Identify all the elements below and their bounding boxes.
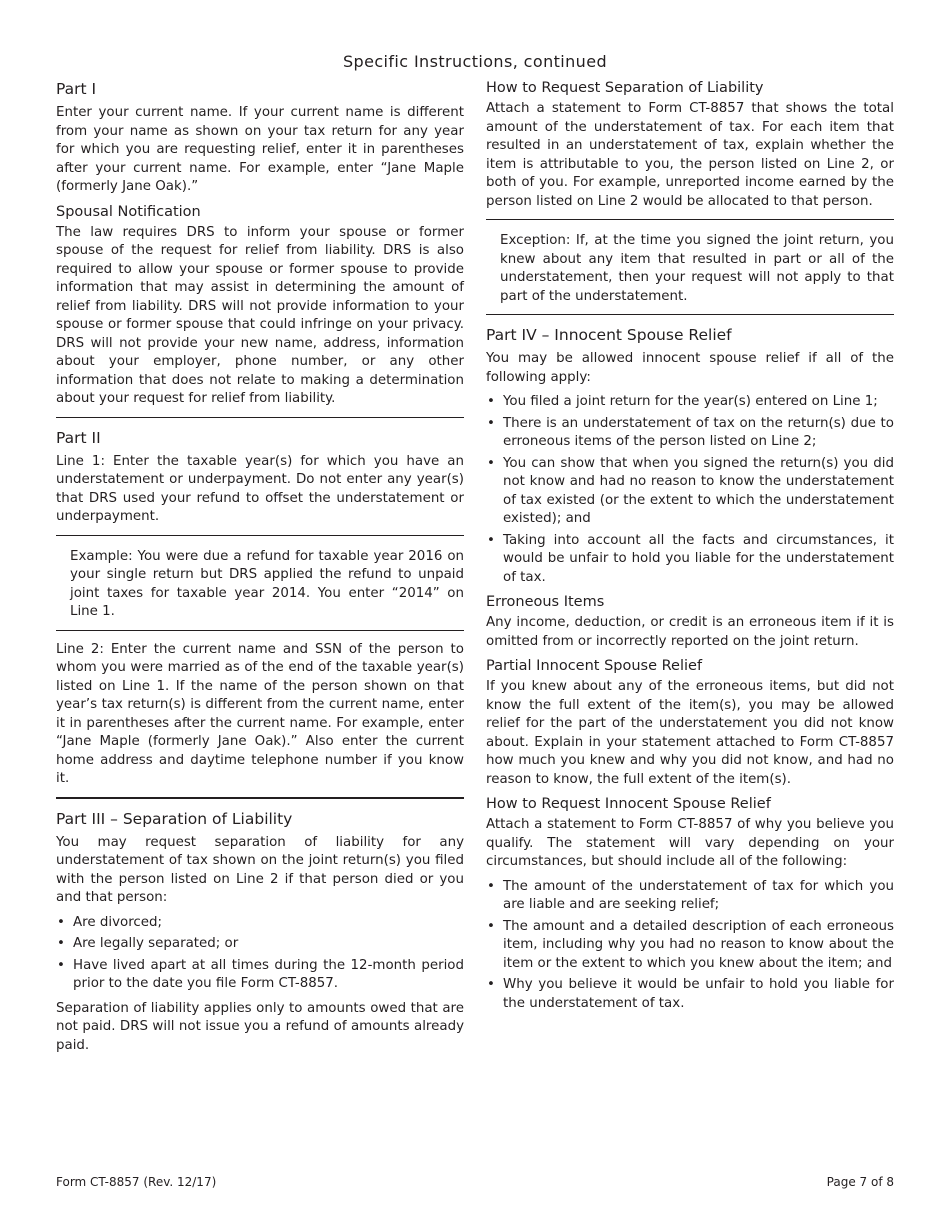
- part4-body: You may be allowed innocent spouse relief if all of the following apply:: [486, 351, 894, 385]
- bullet-icon: •: [487, 918, 495, 934]
- spousal-notification-heading: Spousal Notification: [56, 203, 201, 220]
- list-item: • You can show that when you signed the return(s) you did not know and had no reason to know the understatement of tax existed (or the extent to which the understatement existed); and: [487, 455, 894, 526]
- part1-heading: Part I: [56, 80, 97, 98]
- divider: [56, 417, 464, 418]
- request-separation-heading: How to Request Separation of Liability: [486, 80, 764, 96]
- example-text: Example: You were due a refund for taxable year 2016 on your single return but DRS applied the refund to unpaid joint taxes for taxable year 2014. You enter “2014” on Line 1.: [70, 548, 464, 619]
- exception-text: Exception: If, at the time you signed the joint return, you knew about any item that resulted in part or all of the understatement, then your request will not apply to that part of the understatement.: [500, 233, 894, 304]
- partial-relief-body: If you knew about any of the erroneous items, but did not know the full extent of the item(s), you may be allowed relief for the part of the understatement you did not know about. Explain in your statement attached to Form CT-8857 how much you knew and why you did not know, and had no reason to know, the full extent of the item(s).: [486, 679, 894, 787]
- divider: [56, 797, 464, 799]
- right-column: [486, 79, 894, 1019]
- divider: [486, 219, 894, 220]
- bullet-icon: •: [487, 977, 495, 992]
- exception-box: [486, 230, 894, 306]
- spousal-notification-body: The law requires DRS to inform your spouse or former spouse of the request for relief from liability. DRS is also required to allow your spouse or former spouse to provide information that may assist in determining the amount of relief from liability. DRS will not provide information to your spouse or former spouse that could infringe on your privacy. DRS will not provide your new name, address, information about your employer, phone number, or any other information that does not relate to making a determination about your request for relief from liability.: [56, 224, 464, 406]
- form-number: Form CT-8857 (Rev. 12/17): [56, 1175, 217, 1189]
- bullet-icon: •: [487, 415, 495, 431]
- part3-body: You may request separation of liability for any understatement of tax shown on the joint return(s) you filed with the person listed on Line 2 if that person died or you and that person:: [56, 834, 464, 905]
- erroneous-items-heading: Erroneous Items: [486, 594, 605, 610]
- request-separation-body: Attach a statement to Form CT-8857 that shows the total amount of the understatement of tax. For each item that resulted in an understatement of tax, explain whether the item is attributable to you, the person listed on Line 2, or both of you. For example, unreported income earned by the person listed on Line 2 would be allocated to that person.: [486, 101, 894, 209]
- bullet-icon: •: [57, 957, 65, 973]
- list-item: • You filed a joint return for the year(s) entered on Line 1;: [486, 393, 894, 412]
- bullet-icon: •: [57, 936, 65, 951]
- line2-instructions: Line 2: Enter the current name and SSN of the person to whom you were married as of the end of the taxable year(s) listed on Line 1. If the name of the person shown on that year’s tax return(s) is different from the current name, enter it in parentheses after the current name. For example, enter “Jane Maple (formerly Jane Oak).” Also enter the current home address and daytime telephone number if you know it.: [56, 641, 464, 786]
- example-box: [56, 546, 464, 622]
- request-innocent-bullet-list: [486, 878, 894, 1014]
- part4-bullet-list: [486, 393, 894, 587]
- list-item: • There is an understatement of tax on the return(s) due to erroneous items of the person listed on Line 2;: [487, 415, 894, 449]
- list-item: • Are divorced;: [56, 914, 464, 933]
- list-item: • The amount and a detailed description of each erroneous item, including why you had no reason to know about the item or the extent to which you knew about the item; and: [487, 918, 894, 971]
- request-innocent-body: Attach a statement to Form CT-8857 of why you believe you qualify. The statement will vary depending on your circumstances, but should include all of the following:: [486, 817, 894, 869]
- list-item: • The amount of the understatement of tax for which you are liable and are seeking relief;: [487, 878, 894, 912]
- line1-instructions: Line 1: Enter the taxable year(s) for which you have an understatement or underpayment. Do not enter any year(s) that DRS used your refund to offset the understatement or underpayment.: [56, 453, 464, 524]
- partial-relief-heading: Partial Innocent Spouse Relief: [486, 658, 703, 674]
- list-item: • Are legally separated; or: [56, 935, 464, 954]
- part1-body: Enter your current name. If your current name is different from your name as shown on your tax return for any year for which you are requesting relief, enter it in parentheses after your current name. For example, enter “Jane Maple (formerly Jane Oak).”: [56, 105, 464, 194]
- request-innocent-heading: How to Request Innocent Spouse Relief: [486, 796, 771, 812]
- divider: [56, 630, 464, 631]
- erroneous-items-body: Any income, deduction, or credit is an erroneous item if it is omitted from or incorrectly reported on the joint return.: [486, 615, 894, 649]
- bullet-icon: •: [57, 914, 65, 930]
- bullet-icon: •: [487, 394, 495, 409]
- left-column: [56, 79, 464, 1061]
- list-item: • Have lived apart at all times during the 12-month period prior to the date you file Form CT-8857.: [57, 957, 464, 991]
- page-title: Specific Instructions, continued: [342, 52, 608, 71]
- page-number: Page 7 of 8: [826, 1175, 894, 1189]
- part2-heading: Part II: [56, 428, 101, 447]
- divider: [486, 314, 894, 315]
- divider: [56, 535, 464, 536]
- bullet-icon: •: [487, 878, 495, 894]
- bullet-icon: •: [487, 455, 495, 471]
- list-item: • Why you believe it would be unfair to hold you liable for the understatement of tax.: [487, 977, 894, 1011]
- part4-heading: Part IV – Innocent Spouse Relief: [486, 326, 732, 344]
- list-item: • Taking into account all the facts and circumstances, it would be unfair to hold you liable for the understatement of tax.: [487, 532, 894, 585]
- part3-closing: Separation of liability applies only to amounts owed that are not paid. DRS will not issue you a refund of amounts already paid.: [56, 1000, 464, 1053]
- part3-bullet-list: [56, 914, 464, 994]
- part3-heading: Part III – Separation of Liability: [56, 809, 293, 828]
- bullet-icon: •: [487, 532, 495, 548]
